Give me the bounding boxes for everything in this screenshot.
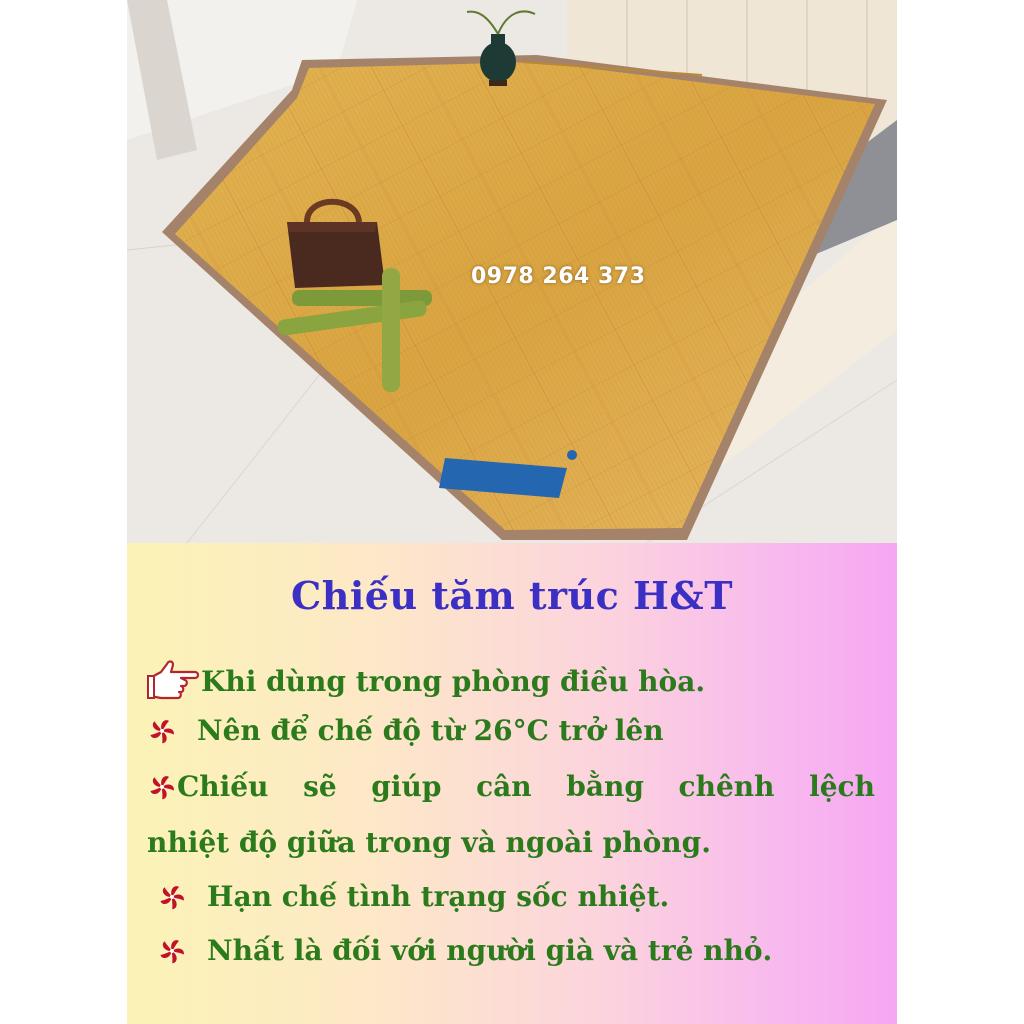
info-word: Chiếu (177, 770, 269, 803)
product-image-frame (127, 0, 897, 1024)
info-line-text: Khi dùng trong phòng điều hòa. (201, 664, 706, 698)
info-word: giúp (371, 770, 442, 803)
info-line-text: Hạn chế tình trạng sốc nhiệt. (207, 880, 670, 913)
info-line-text: Nhất là đối với người già và trẻ nhỏ. (207, 934, 773, 967)
info-word: chênh (678, 770, 775, 803)
pointing-hand-icon (147, 658, 201, 704)
info-line-5 (147, 880, 875, 913)
info-word: lệch (809, 770, 875, 803)
flower-icon (147, 716, 177, 746)
info-line-text: Nên để chế độ từ 26°C trở lên (197, 714, 664, 747)
info-line-4 (147, 826, 875, 859)
info-line-3 (147, 770, 875, 803)
info-line-1 (147, 658, 875, 704)
flower-icon (157, 936, 187, 966)
info-word: cân (476, 770, 532, 803)
product-photo (127, 0, 897, 543)
flower-icon (157, 882, 187, 912)
panel-title: Chiếu tăm trúc H&T (290, 573, 733, 618)
info-word: bằng (566, 770, 644, 803)
flower-icon (147, 772, 177, 802)
info-panel (127, 543, 897, 1024)
phone-watermark: 0978 264 373 (471, 264, 646, 289)
info-line-text: nhiệt độ giữa trong và ngoài phòng. (147, 826, 711, 859)
info-word: sẽ (303, 770, 337, 803)
info-line-2 (147, 714, 875, 747)
info-line-6 (147, 934, 875, 967)
